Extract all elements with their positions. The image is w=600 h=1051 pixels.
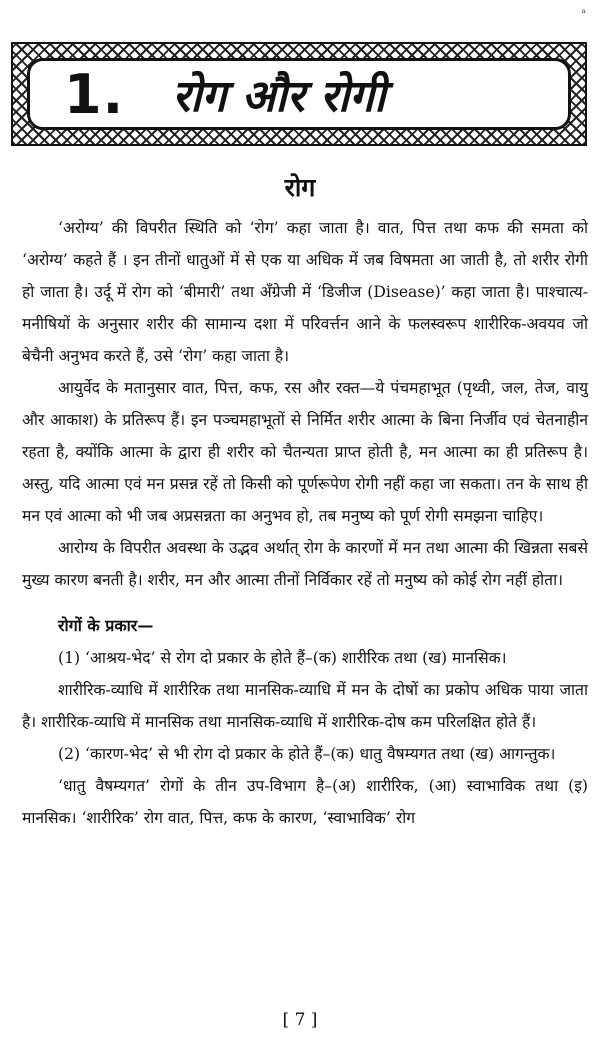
section-heading: रोग — [284, 173, 316, 202]
corner-mark: ᵃ — [581, 6, 586, 20]
chapter-banner — [11, 42, 587, 146]
chapter-banner-inner — [27, 58, 571, 130]
subheading: रोगों के प्रकार— — [58, 616, 154, 635]
paragraph: ‘धातु वैषम्यगत’ रोगों के तीन उप-विभाग है–(अ) शारीरिक, (आ) स्वाभाविक तथा (इ) मानसिक। ‘शारीरिक’ रोग वात, पित्त, कफ के कारण, ‘स्वाभाविक’ रोग — [22, 777, 588, 827]
paragraph: (1) ‘आश्रय-भेद’ से रोग दो प्रकार के होते हैं–(क) शारीरिक तथा (ख) मानसिक। — [58, 649, 507, 667]
paragraph: ‘अरोग्य’ की विपरीत स्थिति को ‘रोग’ कहा जाता है। वात, पित्त तथा कफ की समता को ‘अरोग्य’ कहते हैं । इन तीनों धातुओं में से एक या अधिक में जब विषमता आ जाती है, तो शरीर रोगी हो जाता है। उर्दू में रोग को ‘बीमारी’ तथा अँग्रेजी में ‘डिजीज (Disease)’ कहा जाता है। पाश्चात्य-मनीषियों के अनुसार शरीर की सामान्य दशा में परिवर्त्तन आने के फलस्वरूप शारीरिक-अवयव जो बेचैनी अनुभव करते हैं, उसे ‘रोग’ कहा जाता है। — [22, 219, 588, 365]
paragraph: आयुर्वेद के मतानुसार वात, पित्त, कफ, रस और रक्त—ये पंचमहाभूत (पृथ्वी, जल, तेज, वायु और आकाश) के प्रतिरूप हैं। इन पञ्चमहाभूतों से निर्मित शरीर आत्मा के बिना निर्जीव एवं चेतनाहीन रहता है, क्योंकि आत्मा के द्वारा ही शरीर को चैतन्यता प्राप्त होती है, मन आत्मा का ही प्रतिरूप है। अस्तु, यदि आत्मा एवं मन प्रसन्न रहें तो किसी को पूर्णरूपेण रोगी नहीं कहा जा सकता। तन के साथ ही मन एवं आत्मा को भी जब अप्रसन्नता का अनुभव हो, तब मनुष्य को पूर्ण रोगी समझना चाहिए। — [22, 379, 588, 525]
page-number: [ 7 ] — [282, 1010, 318, 1030]
chapter-title: रोग और रोगी — [172, 71, 386, 122]
paragraph: शारीरिक-व्याधि में शारीरिक तथा मानसिक-व्याधि में मन के दोषों का प्रकोप अधिक पाया जाता है। शारीरिक-व्याधि में मानसिक तथा मानसिक-व्याधि में शारीरिक-दोष कम परिलक्षित होते हैं। — [22, 681, 588, 731]
body-text — [22, 212, 588, 834]
chapter-number: 1. — [64, 62, 125, 126]
paragraph: आरोग्य के विपरीत अवस्था के उद्भव अर्थात् रोग के कारणों में मन तथा आत्मा की खिन्नता सबसे मुख्य कारण बनती है। शरीर, मन और आत्मा तीनों निर्विकार रहें तो मनुष्य को कोई रोग नहीं होता। — [22, 539, 588, 589]
paragraph: (2) ‘कारण-भेद’ से भी रोग दो प्रकार के होते हैं–(क) धातु वैषम्यगत तथा (ख) आगन्तुक। — [58, 745, 556, 763]
